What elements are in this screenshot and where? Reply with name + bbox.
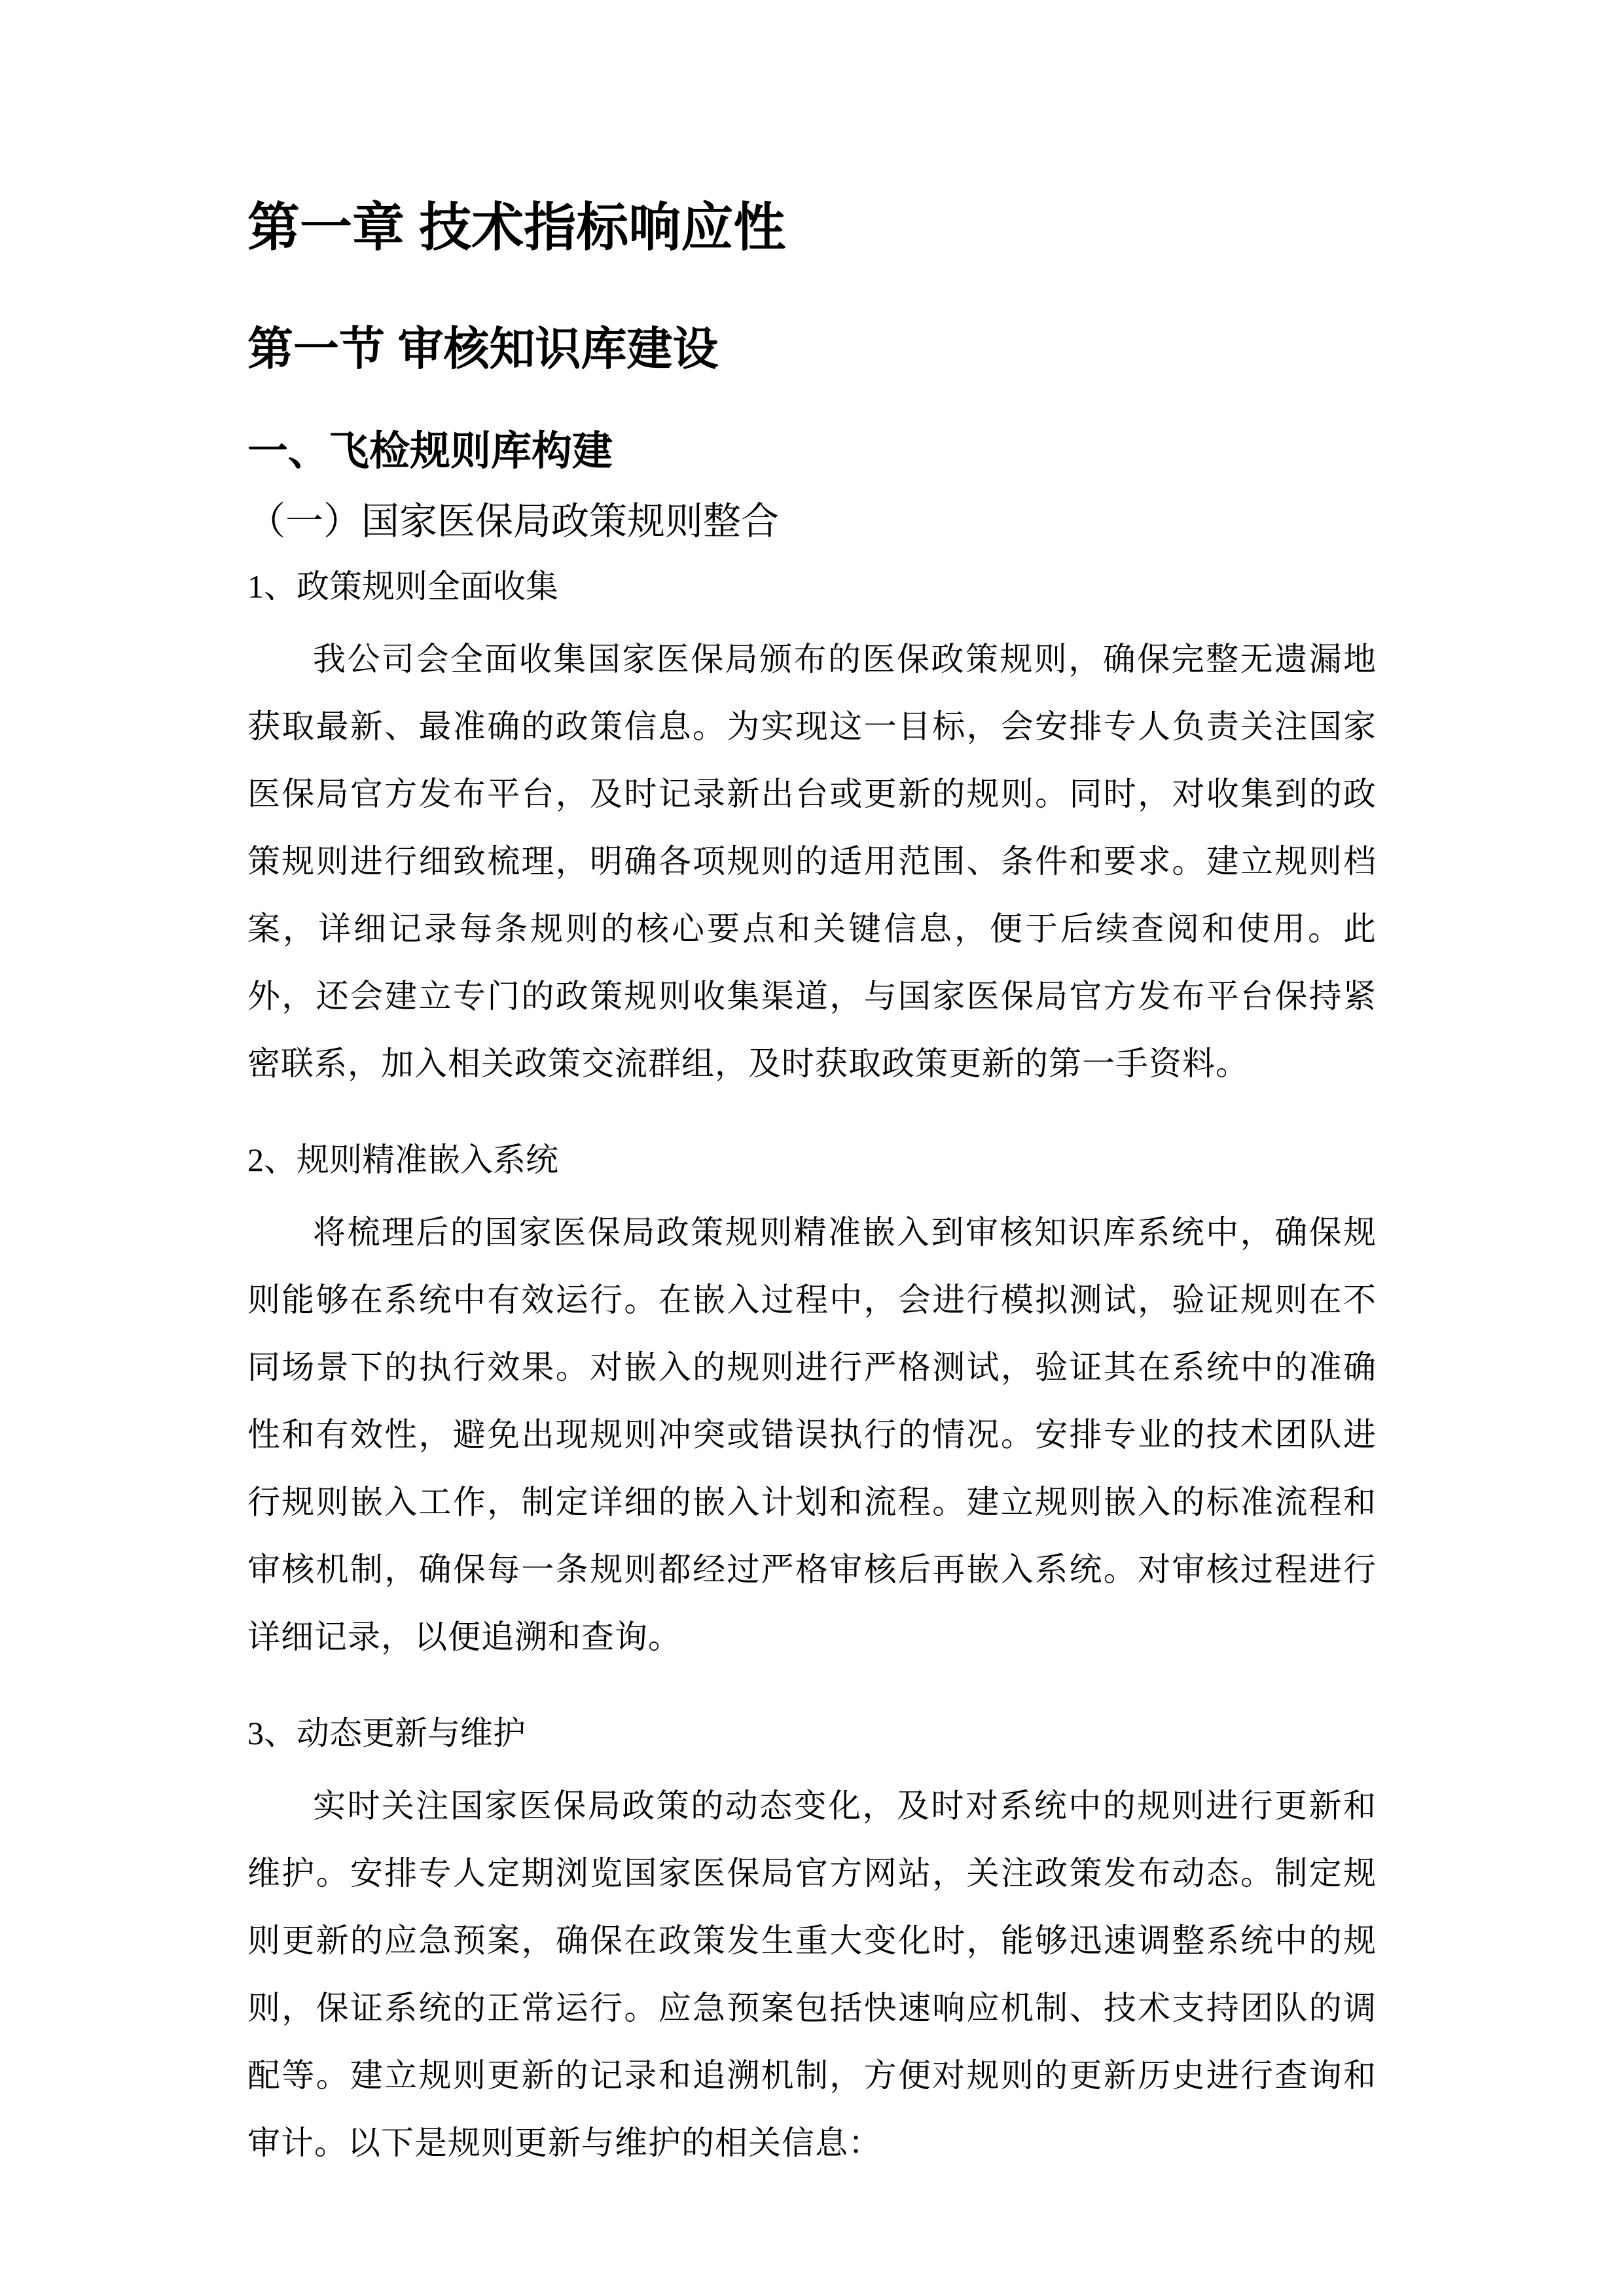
subsection-policy-collection <box>247 562 1377 1098</box>
heading-rule-library-construction: 一、飞检规则库构建 <box>247 429 613 474</box>
paragraph-policy-collection: 我公司会全面收集国家医保局颁布的医保政策规则，确保完整无遗漏地获取最新、最准确的政策信息。为实现这一目标，会安排专人负责关注国家医保局官方发布平台，及时记录新出台或更新的规则。同时，对收集到的政策规则进行细致梳理，明确各项规则的适用范围、条件和要求。建立规则档案，详细记录每条规则的核心要点和关键信息，便于后续查阅和使用。此外，还会建立专门的政策规则收集渠道，与国家医保局官方发布平台保持紧密联系，加入相关政策交流群组，及时获取政策更新的第一手资料。 <box>247 640 1377 1082</box>
paragraph-rule-embedding: 将梳理后的国家医保局政策规则精准嵌入到审核知识库系统中，确保规则能够在系统中有效运行。在嵌入过程中，会进行模拟测试，验证规则在不同场景下的执行效果。对嵌入的规则进行严格测试，验证其在系统中的准确性和有效性，避免出现规则冲突或错误执行的情况。安排专业的技术团队进行规则嵌入工作，制定详细的嵌入计划和流程。建立规则嵌入的标准流程和审核机制，确保每一条规则都经过严格审核后再嵌入系统。对审核过程进行详细记录，以便追溯和查询。 <box>247 1213 1377 1655</box>
subsection-dynamic-update <box>247 1709 1377 2177</box>
subsection-title-policy-collection: 1、政策规则全面收集 <box>247 567 558 605</box>
subsection-rule-embedding <box>247 1136 1377 1671</box>
chapter-title: 第一章 技术指标响应性 <box>247 198 786 257</box>
paragraph-dynamic-update: 实时关注国家医保局政策的动态变化，及时对系统中的规则进行更新和维护。安排专人定期浏览国家医保局官方网站，关注政策发布动态。制定规则更新的应急预案，确保在政策发生重大变化时，能够迅速调整系统中的规则，保证系统的正常运行。应急预案包括快速响应机制、技术支持团队的调配等。建立规则更新的记录和追溯机制，方便对规则的更新历史进行查询和审计。以下是规则更新与维护的相关信息： <box>247 1787 1377 2161</box>
subsection-title-dynamic-update: 3、动态更新与维护 <box>247 1714 526 1751</box>
section-title: 第一节 审核知识库建设 <box>247 323 719 374</box>
subheading-policy-rule-integration: （一）国家医保局政策规则整合 <box>247 500 780 543</box>
subsection-title-rule-embedding: 2、规则精准嵌入系统 <box>247 1141 558 1178</box>
